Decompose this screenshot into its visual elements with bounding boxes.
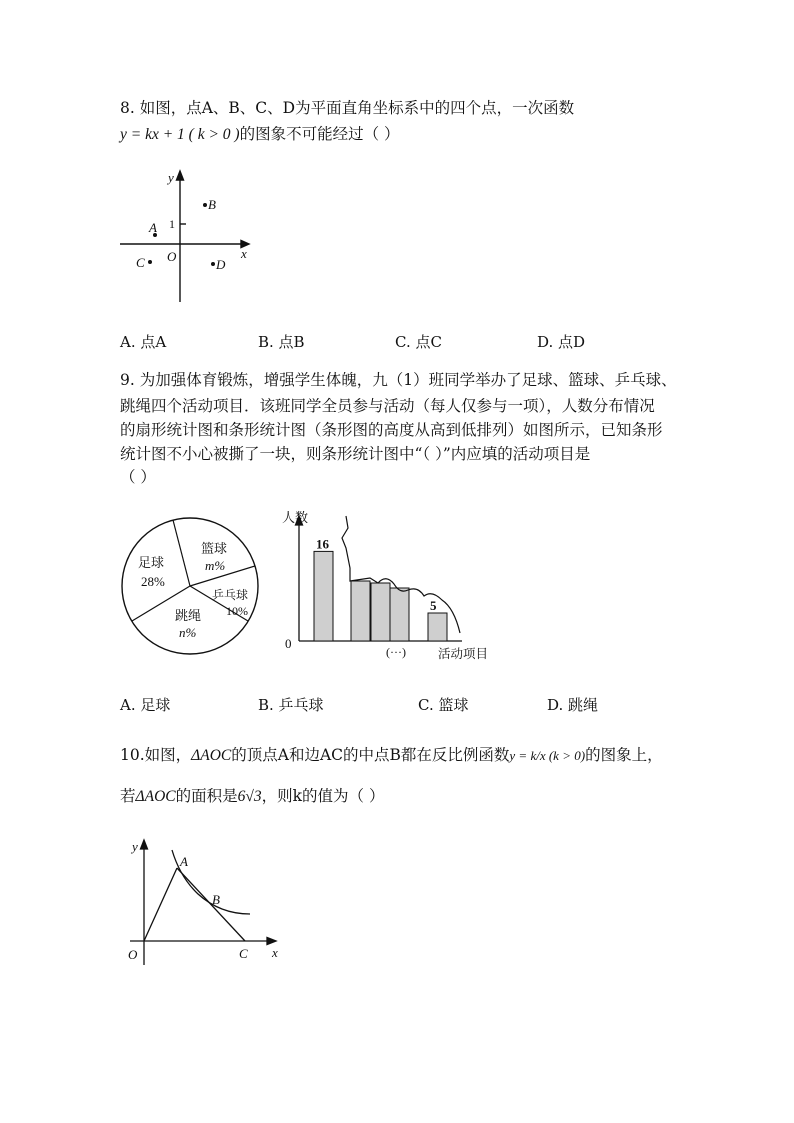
q10-mid: 的顶点A和边AC的中点B都在反比例函数 bbox=[231, 746, 510, 764]
pie-label-basketball: 篮球 bbox=[201, 541, 228, 556]
pie-percent-pingpong: 10% bbox=[226, 604, 248, 618]
q8-option-c[interactable]: C. 点C bbox=[395, 333, 442, 351]
q8-stem-line2 bbox=[120, 124, 400, 145]
q9-bar-chart bbox=[282, 508, 507, 663]
q8-y-arrow bbox=[177, 171, 184, 180]
bar-third-torn bbox=[371, 583, 390, 641]
pie-label-football: 足球 bbox=[138, 555, 165, 570]
q10-line2-tail: ，则k的值为（ ） bbox=[261, 787, 385, 805]
bar-value-label-5: 5 bbox=[430, 598, 437, 613]
bar-fourth-torn bbox=[390, 588, 409, 641]
q10-triangle-2: ΔAOC bbox=[135, 788, 176, 805]
q8-option-a[interactable]: A. 点A bbox=[120, 333, 167, 351]
q9-stem-line3: 的扇形统计图和条形统计图（条形图的高度从高到低排列）如图所示，已知条形 bbox=[120, 421, 663, 439]
bar-second-torn bbox=[351, 581, 370, 641]
q8-option-d[interactable]: D. 点D bbox=[537, 333, 586, 351]
q9-stem-line1: 9. 为加强体育锻炼，增强学生体魄，九（1）班同学举办了足球、篮球、乒乓球、 bbox=[120, 371, 677, 389]
q9-option-d[interactable]: D. 跳绳 bbox=[547, 696, 599, 714]
bar-origin: 0 bbox=[285, 636, 292, 651]
q9-option-a[interactable]: A. 足球 bbox=[120, 696, 171, 714]
pie-label-pingpong: 乒乓球 bbox=[212, 588, 249, 602]
bar-blank-category: (···) bbox=[386, 645, 406, 659]
q9-stem-line2: 跳绳四个活动项目．该班同学全员参与活动（每人仅参与一项），人数分布情况 bbox=[120, 397, 655, 415]
q8-origin-label: O bbox=[167, 249, 177, 264]
q10-stem-line2 bbox=[120, 786, 384, 807]
q10-prefix: 10.如图， bbox=[120, 746, 192, 764]
bar-xlabel: 活动项目 bbox=[438, 647, 489, 661]
q10-y-arrow bbox=[141, 840, 148, 849]
q8-coordinate-figure bbox=[115, 165, 265, 305]
q8-tick-label: 1 bbox=[169, 217, 175, 231]
q10-x-arrow bbox=[267, 938, 276, 945]
q10-x-label: x bbox=[272, 945, 278, 960]
q10-line2-prefix: 若 bbox=[120, 787, 136, 805]
q10-area: 6√3 bbox=[237, 788, 262, 805]
q8-point-b-label: B bbox=[208, 197, 216, 212]
q8-stem-tail: 的图象不可能经过（ ） bbox=[239, 125, 400, 143]
q10-triangle-figure bbox=[120, 832, 290, 967]
bar-last bbox=[428, 613, 447, 641]
q9-stem-line5: （ ） bbox=[120, 468, 156, 486]
q9-option-b[interactable]: B. 乒乓球 bbox=[258, 696, 324, 714]
q9-option-c[interactable]: C. 篮球 bbox=[418, 696, 469, 714]
q8-x-label: x bbox=[241, 246, 247, 261]
pie-percent-basketball: m% bbox=[205, 558, 226, 573]
q10-formula: y = k/x (k > 0) bbox=[509, 748, 586, 763]
q8-option-b[interactable]: B. 点B bbox=[258, 333, 305, 351]
pie-percent-rope: n% bbox=[179, 625, 197, 640]
pie-label-rope: 跳绳 bbox=[175, 608, 202, 623]
q9-pie-chart bbox=[115, 510, 275, 660]
bar-first bbox=[314, 551, 333, 641]
q8-y-label: y bbox=[168, 170, 174, 185]
q8-point-c-label: C bbox=[136, 255, 145, 270]
q10-side-ac bbox=[177, 868, 245, 941]
q8-formula: y = kx + 1 ( k > 0 ) bbox=[120, 126, 240, 143]
bar-value-label-16: 16 bbox=[316, 536, 329, 552]
q10-side-oa bbox=[144, 868, 177, 941]
q10-y-label: y bbox=[132, 839, 138, 854]
q8-point-a-label: A bbox=[149, 220, 157, 235]
q8-stem-line1: 8. 如图，点A、B、C、D为平面直角坐标系中的四个点，一次函数 bbox=[120, 99, 575, 117]
q10-line2-mid: 的面积是 bbox=[175, 787, 238, 805]
q8-point-c-dot bbox=[148, 260, 152, 264]
q10-triangle-1: ΔAOC bbox=[191, 747, 232, 764]
q10-tail: 的图象上， bbox=[585, 746, 663, 764]
q10-origin-label: O bbox=[128, 947, 138, 962]
q10-point-a-label: A bbox=[180, 854, 188, 869]
q8-point-b-dot bbox=[203, 203, 207, 207]
q9-stem-line4: 统计图不小心被撕了一块，则条形统计图中“（ ）”内应填的活动项目是 bbox=[120, 445, 591, 463]
bar-ylabel: 人数 bbox=[282, 510, 309, 525]
q8-point-d-label: D bbox=[216, 257, 226, 272]
q8-point-d-dot bbox=[211, 262, 215, 266]
pie-percent-football: 28% bbox=[141, 574, 165, 589]
q10-stem-line1 bbox=[120, 745, 663, 766]
q10-point-c-label: C bbox=[239, 946, 248, 961]
q10-point-b-label: B bbox=[212, 892, 220, 907]
